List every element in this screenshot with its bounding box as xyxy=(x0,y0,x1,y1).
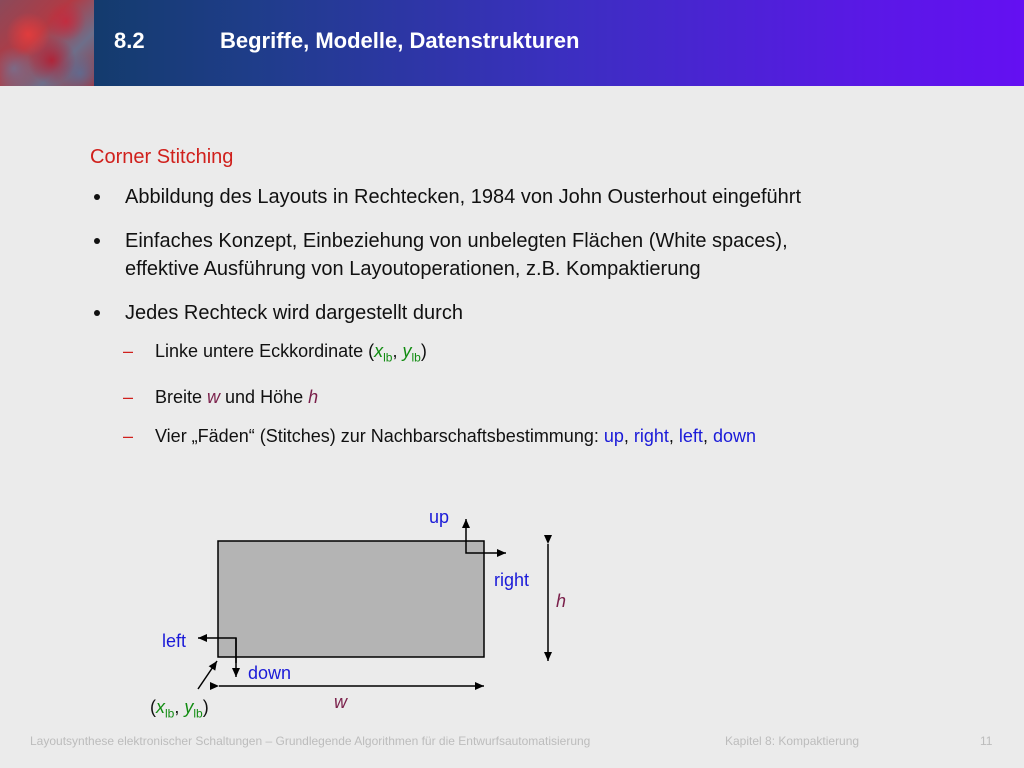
footer-course-title: Layoutsynthese elektronischer Schaltungen – Grundlegende Algorithmen für die Entwurfsautomatisierung xyxy=(30,734,591,748)
bullet-text: Jedes Rechteck wird dargestellt durch xyxy=(125,302,463,324)
height-label: h xyxy=(556,591,567,611)
right-label: right xyxy=(494,570,530,590)
width-label: w xyxy=(334,692,347,712)
dash-icon: – xyxy=(123,425,134,446)
left-label: left xyxy=(162,631,187,651)
down-label: down xyxy=(248,663,292,683)
corner-coordinate-label: ($x_{lb}$, $y_{lb}$) xyxy=(150,697,209,721)
tile-rectangle xyxy=(218,541,484,657)
sub-bullet-size: – Breite w und Höhe h xyxy=(123,386,319,407)
corner-pointer-arrow xyxy=(198,661,217,689)
dash-icon: – xyxy=(123,341,134,361)
chapter-number: 8.2 xyxy=(114,28,145,53)
page-number: 11 xyxy=(980,734,993,748)
bullet-text: Abbildung des Layouts in Rechtecken, 1984 von John Ousterhout eingeführt xyxy=(125,186,802,208)
sub-bullet-corner: – Linke untere Eckkordinate ($x_{lb}$, $y_{lb}$) xyxy=(123,341,427,365)
dash-icon: – xyxy=(123,386,134,407)
up-label: up xyxy=(429,507,450,527)
sub-bullet-stitches: – Vier „Fäden“ (Stitches) zur Nachbarschaftsbestimmung: up, right, left, down xyxy=(123,425,756,446)
section-title: Corner Stitching xyxy=(90,146,234,168)
bullet-text: Einfaches Konzept, Einbeziehung von unbelegten Flächen (White spaces), xyxy=(125,230,788,252)
bullet-text-continued: effektive Ausführung von Layoutoperationen, z.B. Kompaktierung xyxy=(125,258,701,280)
footer-chapter: Kapitel 8: Kompaktierung xyxy=(725,734,860,748)
slide-title: Begriffe, Modelle, Datenstrukturen xyxy=(220,28,580,53)
